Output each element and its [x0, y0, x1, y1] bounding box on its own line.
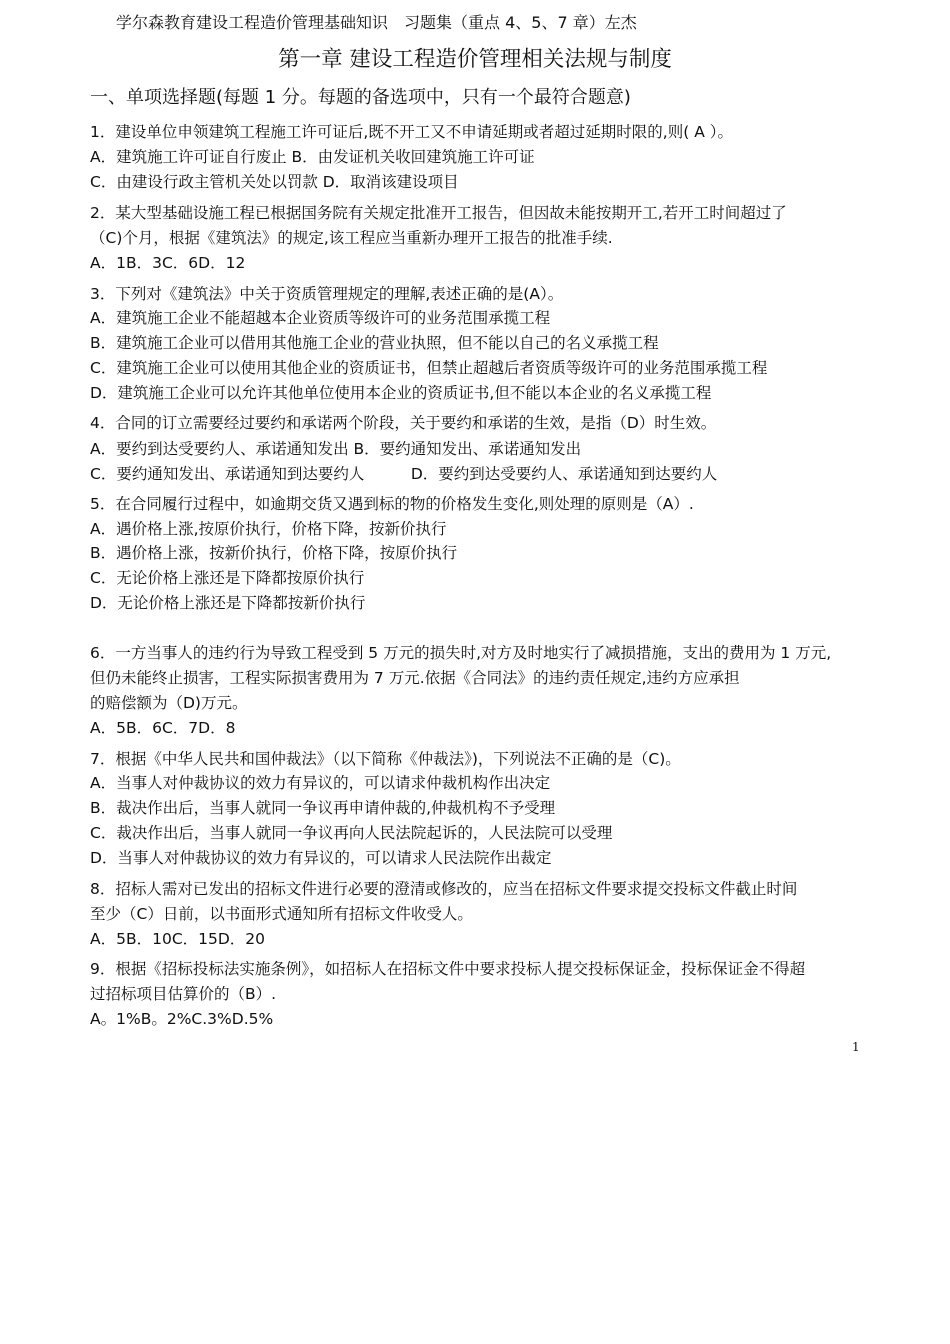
option-line: A．1B．3C．6D．12 [90, 254, 246, 272]
question-line: 至少（C）日前，以书面形式通知所有招标文件收受人。 [90, 905, 473, 923]
running-header: 学尔森教育建设工程造价管理基础知识 习题集（重点 4、5、7 章）左杰 [116, 13, 637, 32]
option-line: A．建筑施工许可证自行废止 B．由发证机关收回建筑施工许可证 [90, 148, 535, 166]
option-line: D．无论价格上涨还是下降都按新价执行 [90, 594, 366, 612]
option-line: A．5B．6C．7D．8 [90, 719, 236, 737]
question-line: 5．在合同履行过程中，如逾期交货又遇到标的物的价格发生变化,则处理的原则是（A）. [90, 495, 694, 513]
option-line: A．当事人对仲裁协议的效力有异议的，可以请求仲裁机构作出决定 [90, 774, 551, 792]
option-line: C．无论价格上涨还是下降都按原价执行 [90, 569, 365, 587]
option-line: A。1%B。2%C.3%D.5% [90, 1010, 274, 1028]
question-line: 3．下列对《建筑法》中关于资质管理规定的理解,表述正确的是(A）。 [90, 285, 564, 303]
question-line: 但仍未能终止损害，工程实际损害费用为 7 万元.依据《合同法》的违约责任规定,违约方应承担 [90, 669, 740, 687]
question-line: 9．根据《招标投标法实施条例》，如招标人在招标文件中要求投标人提交投标保证金，投标保证金不得超 [90, 960, 806, 978]
section-title: 一、单项选择题(每题 1 分。每题的备选项中，只有一个最符合题意) [90, 87, 631, 108]
question-line: 2．某大型基础设施工程已根据国务院有关规定批准开工报告，但因故未能按期开工,若开工时间超过了 [90, 204, 787, 222]
question-line: 7．根据《中华人民共和国仲裁法》（以下简称《仲裁法》)，下列说法不正确的是（C)。 [90, 750, 681, 768]
option-line: A．建筑施工企业不能超越本企业资质等级许可的业务范围承揽工程 [90, 309, 551, 327]
option-line: D．建筑施工企业可以允许其他单位使用本企业的资质证书,但不能以本企业的名义承揽工程 [90, 384, 712, 402]
question-line: 1．建设单位申领建筑工程施工许可证后,既不开工又不申请延期或者超过延期时限的,则( A ）。 [90, 123, 733, 141]
option-line: C．要约通知发出、承诺通知到达要约人 D．要约到达受要约人、承诺通知到达要约人 [90, 465, 718, 483]
option-line: C．建筑施工企业可以使用其他企业的资质证书，但禁止超越后者资质等级许可的业务范围承揽工程 [90, 359, 768, 377]
option-line: D．当事人对仲裁协议的效力有异议的，可以请求人民法院作出裁定 [90, 849, 552, 867]
option-line: A．遇价格上涨,按原价执行，价格下降，按新价执行 [90, 520, 447, 538]
option-line: B．裁决作出后，当事人就同一争议再申请仲裁的,仲裁机构不予受理 [90, 799, 556, 817]
option-line: C．由建设行政主管机关处以罚款 D．取消该建设项目 [90, 173, 459, 191]
question-line: 4．合同的订立需要经过要约和承诺两个阶段，关于要约和承诺的生效，是指（D）时生效。 [90, 414, 717, 432]
option-line: B．建筑施工企业可以借用其他施工企业的营业执照，但不能以自己的名义承揽工程 [90, 334, 659, 352]
page-number: 1 [852, 1040, 860, 1054]
question-line: 过招标项目估算价的（B）. [90, 985, 277, 1003]
option-line: A．5B．10C．15D．20 [90, 930, 266, 948]
question-line: 的赔偿额为（D)万元。 [90, 694, 248, 712]
question-line: 8．招标人需对已发出的招标文件进行必要的澄清或修改的，应当在招标文件要求提交投标文件截止时间 [90, 880, 798, 898]
question-line: 6．一方当事人的违约行为导致工程受到 5 万元的损失时,对方及时地实行了减损措施，支出的费用为 1 万元, [90, 644, 832, 662]
chapter-title: 第一章 建设工程造价管理相关法规与制度 [278, 47, 672, 72]
question-line: （C)个月，根据《建筑法》的规定,该工程应当重新办理开工报告的批准手续. [90, 229, 613, 247]
option-line: C．裁决作出后，当事人就同一争议再向人民法院起诉的，人民法院可以受理 [90, 824, 613, 842]
option-line: B．遇价格上涨，按新价执行，价格下降，按原价执行 [90, 544, 458, 562]
option-line: A．要约到达受要约人、承诺通知发出 B．要约通知发出、承诺通知发出 [90, 440, 582, 458]
